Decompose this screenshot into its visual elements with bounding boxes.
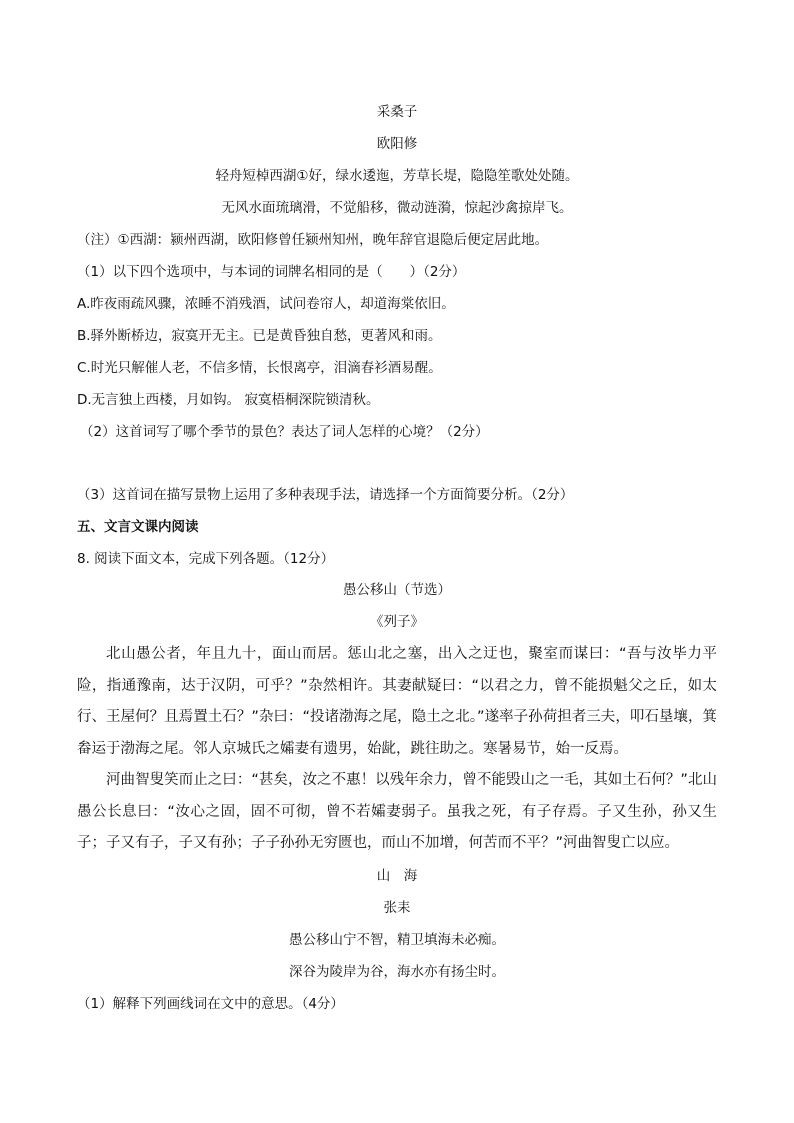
text-source: 《列子》 bbox=[370, 614, 424, 630]
poem2-line-2: 深谷为陵岸为谷，海水亦有扬尘时。 bbox=[289, 964, 505, 980]
passage-paragraph-1: 北山愚公者，年且九十，面山而居。惩山北之塞，出入之迂也，聚室而谋曰：“吾与汝毕力平险，指通豫南，达于汉阴，可乎？”杂然相许。其妻献疑曰：“以君之力，曾不能损魁父之丘，如太行、王屋何？且焉置土石？”杂曰：“投诸渤海之尾，隐土之北。”遂率子孙荷担者三夫，叩石垦壤，箕畚运于渤海之尾。邻人京城氏之孀妻有遗男，始龀，跳往助之。寒暑易节，始一反焉。 bbox=[77, 646, 717, 757]
sub-question-1: （1）解释下列画线词在文中的意思。（4分） bbox=[77, 996, 344, 1012]
poem2-line-1: 愚公移山宁不智，精卫填海未必痴。 bbox=[289, 932, 505, 948]
question-1: （1）以下四个选项中，与本词的词牌名相同的是（ ）（2分） bbox=[77, 264, 466, 280]
option-b: B.驿外断桥边，寂寞开无主。已是黄昏独自愁，更著风和雨。 bbox=[77, 328, 442, 344]
poem-title: 采桑子 bbox=[376, 104, 418, 120]
option-c: C.时光只解催人老，不信多情，长恨离亭，泪滴春衫酒易醒。 bbox=[77, 360, 442, 376]
option-a: A.昨夜雨疏风骤，浓睡不消残酒，试问卷帘人，却道海棠依旧。 bbox=[77, 296, 455, 312]
poem2-title: 山 海 bbox=[376, 868, 418, 884]
section-heading: 五、文言文课内阅读 bbox=[77, 519, 199, 535]
poem-line-2: 无风水面琉璃滑，不觉船移，微动涟漪，惊起沙禽掠岸飞。 bbox=[221, 200, 573, 216]
poem-note: （注）①西湖：颍州西湖，欧阳修曾任颍州知州，晚年辞官退隐后便定居此地。 bbox=[77, 232, 549, 248]
passage bbox=[77, 639, 717, 860]
question-8: 8. 阅读下面文本，完成下列各题。（12分） bbox=[77, 551, 335, 567]
question-3: （3）这首词在描写景物上运用了多种表现手法，请选择一个方面简要分析。（2分） bbox=[77, 487, 574, 503]
poem-line-1: 轻舟短棹西湖①好，绿水逶迤，芳草长堤，隐隐笙歌处处随。 bbox=[215, 168, 579, 184]
poem2-author: 张耒 bbox=[383, 900, 411, 916]
question-2: （2）这首词写了哪个季节的景色？表达了词人怎样的心境？（2分） bbox=[80, 424, 489, 440]
poem-author: 欧阳修 bbox=[376, 136, 418, 152]
text-title: 愚公移山（节选） bbox=[343, 582, 451, 598]
passage-paragraph-2: 河曲智叟笑而止之曰：“甚矣，汝之不惠！以残年余力，曾不能毁山之一毛，其如土石何？”北山愚公长息曰：“汝心之固，固不可彻，曾不若孀妻弱子。虽我之死，有子存焉。子又生孙，孙又生子；子又有子，子又有孙；子子孙孙无穷匮也，而山不加增，何苦而不平？”河曲智叟亡以应。 bbox=[77, 772, 717, 851]
option-d: D.无言独上西楼，月如钩。 寂寞梧桐深院锁清秋。 bbox=[77, 392, 380, 408]
